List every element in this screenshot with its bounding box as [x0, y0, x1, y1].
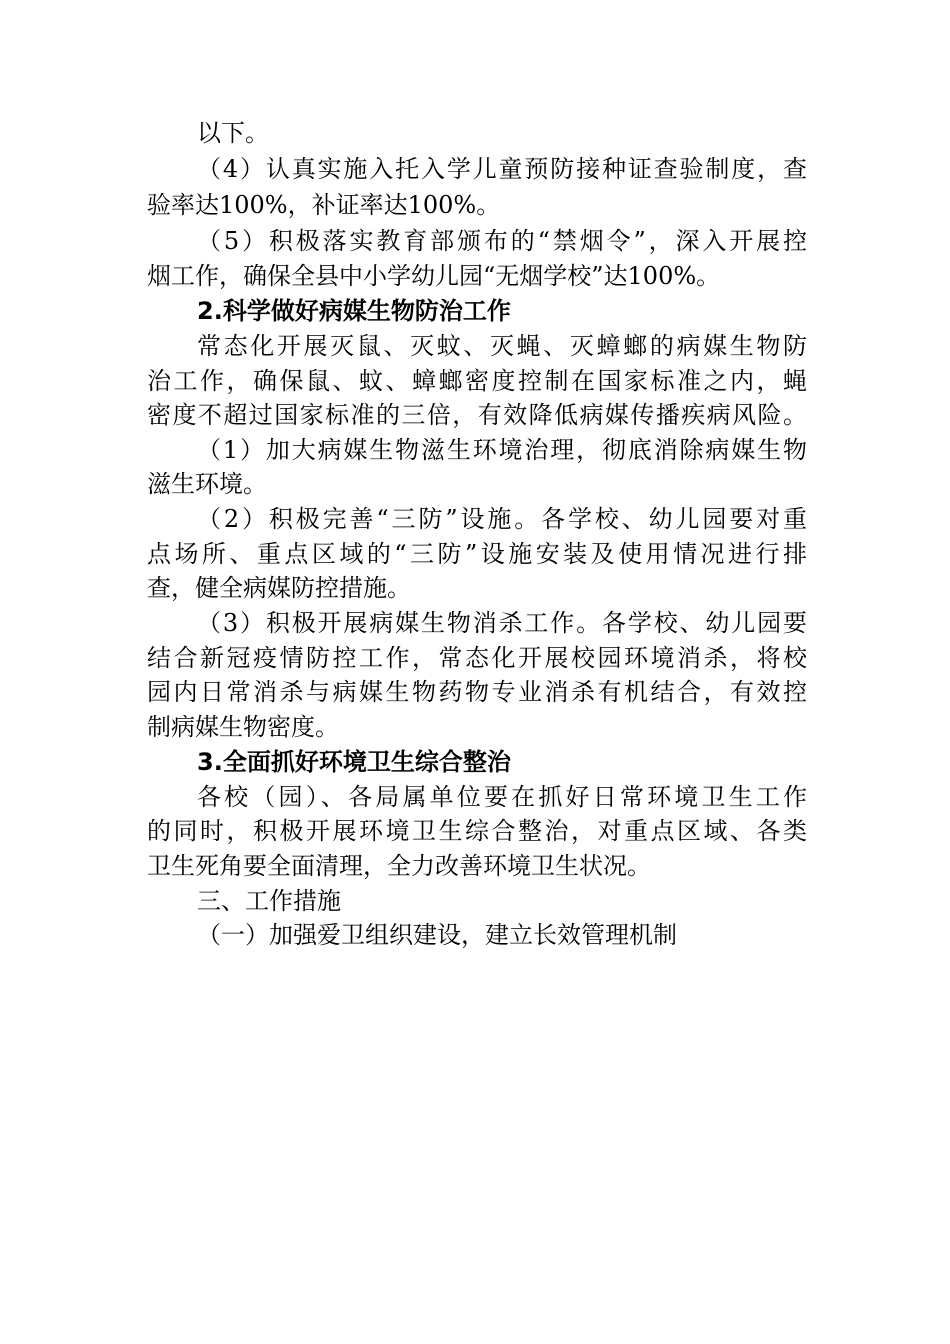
- text-line: 验率达100%，补证率达100%。: [147, 191, 501, 219]
- text-line: 点场所、重点区域的“三防”设施安装及使用情况进行排: [147, 540, 807, 568]
- text-line: 以下。: [197, 119, 269, 147]
- section-heading: 2.科学做好病媒生物防治工作: [197, 297, 511, 325]
- text-line: 常态化开展灭鼠、灭蚊、灭蝇、灭蟑螂的病媒生物防: [197, 332, 807, 360]
- text-line: 结合新冠疫情防控工作，常态化开展校园环境消杀，将校: [147, 644, 807, 672]
- text-line: 查，健全病媒防控措施。: [147, 574, 411, 602]
- text-line: （4）认真实施入托入学儿童预防接种证查验制度，查: [197, 155, 807, 183]
- text-line: （5）积极落实教育部颁布的“禁烟令”，深入开展控: [197, 227, 807, 255]
- section-heading: 三、工作措施: [197, 887, 341, 915]
- text-line: （3）积极开展病媒生物消杀工作。各学校、幼儿园要: [197, 609, 807, 637]
- text-line: 卫生死角要全面清理，全力改善环境卫生状况。: [147, 852, 651, 880]
- text-line: 各校（园）、各局属单位要在抓好日常环境卫生工作: [197, 783, 807, 811]
- section-heading: 3.全面抓好环境卫生综合整治: [197, 748, 511, 776]
- text-line: （2）积极完善“三防”设施。各学校、幼儿园要对重: [197, 505, 807, 533]
- text-line: 滋生环境。: [147, 470, 267, 498]
- text-line: 烟工作，确保全县中小学幼儿园“无烟学校”达100%。: [147, 262, 721, 290]
- text-line: 的同时，积极开展环境卫生综合整治，对重点区域、各类: [147, 817, 807, 845]
- text-line: （1）加大病媒生物滋生环境治理，彻底消除病媒生物: [197, 436, 807, 464]
- text-line: 制病媒生物密度。: [147, 713, 339, 741]
- text-line: 密度不超过国家标准的三倍，有效降低病媒传播疾病风险。: [147, 401, 807, 429]
- subsection-heading: （一）加强爱卫组织建设，建立长效管理机制: [197, 921, 677, 949]
- text-line: 园内日常消杀与病媒生物药物专业消杀有机结合，有效控: [147, 678, 807, 706]
- text-line: 治工作，确保鼠、蚊、蟑螂密度控制在国家标准之内，蝇: [147, 367, 807, 395]
